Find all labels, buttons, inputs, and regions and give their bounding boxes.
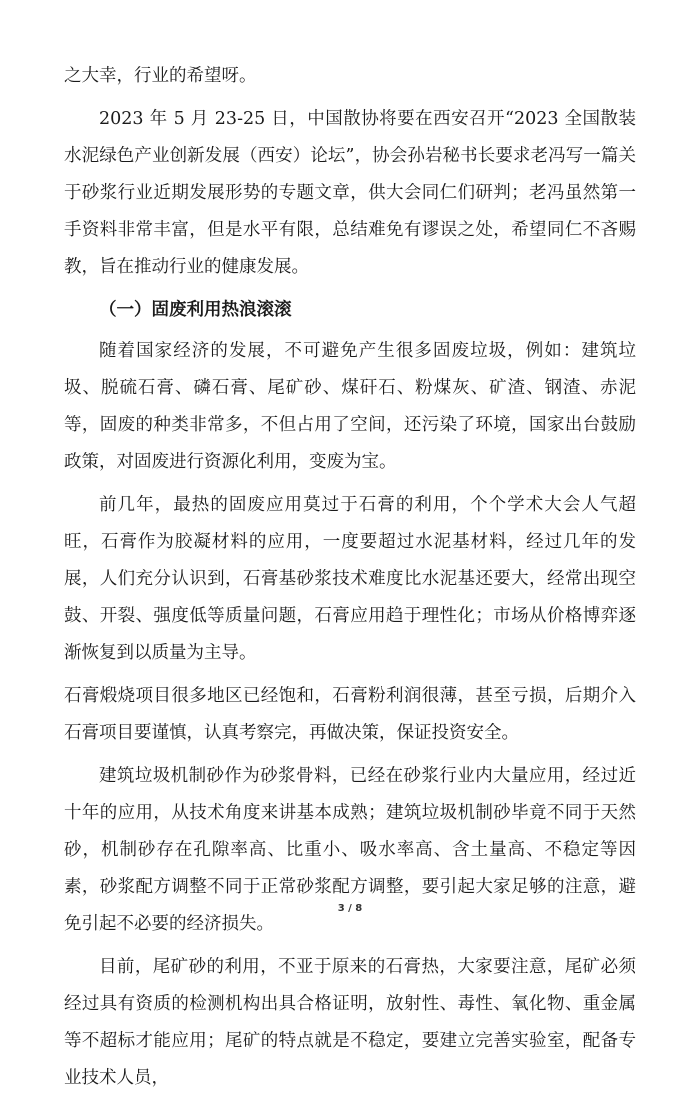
paragraph-gypsum: 前几年，最热的固废应用莫过于石膏的利用，个个学术大会人气超旺，石膏作为胶凝材料的应用，一度要超过水泥基材料，经过几年的发展，人们充分认识到，石膏基砂浆技术难度比水泥基还要大，经常出现空鼓、开裂、强度低等质量问题，石膏应用趋于理性化；市场从价格博弈逐渐恢复到以质量为主导。 bbox=[64, 495, 636, 663]
paragraph-forum-intro: 2023 年 5 月 23-25 日，中国散协将要在西安召开“2023 全国散装水泥绿色产业创新发展（西安）论坛”，协会孙岩秘书长要求老冯写一篇关于砂浆行业近期发展形势的专题文章，供大会同仁们研判；老冯虽然第一手资料非常丰富，但是水平有限，总结难免有谬误之处，希望同仁不吝赐教，旨在推动行业的健康发展。 bbox=[64, 109, 636, 277]
paragraph-construction-waste-sand: 建筑垃圾机制砂作为砂浆骨料，已经在砂浆行业内大量应用，经过近十年的应用，从技术角度来讲基本成熟；建筑垃圾机制砂毕竟不同于天然砂，机制砂存在孔隙率高、比重小、吸水率高、含土量高、不稳定等因素，砂浆配方调整不同于正常砂浆配方调整，要引起大家足够的注意，避免引起不必要的经济损失。 bbox=[64, 766, 636, 934]
page-number: 3 / 8 bbox=[337, 903, 363, 914]
document-body bbox=[64, 58, 636, 1103]
paragraph-continuation: 之大幸，行业的希望呀。 bbox=[64, 66, 257, 86]
paragraph-tailings-sand: 目前，尾矿砂的利用，不亚于原来的石膏热，大家要注意，尾矿必须经过具有资质的检测机构出具合格证明，放射性、毒性、氧化物、重金属等不超标才能应用；尾矿的特点就是不稳定，要建立完善实验室，配备专业技术人员， bbox=[64, 957, 636, 1088]
section-heading: （一）固废利用热浪滚滚 bbox=[99, 300, 292, 320]
paragraph-gypsum-calcination: 石膏煅烧项目很多地区已经饱和，石膏粉利润很薄，甚至亏损，后期介入石膏项目要谨慎，认真考察完，再做决策，保证投资安全。 bbox=[64, 686, 636, 743]
paragraph-solid-waste: 随着国家经济的发展，不可避免产生很多固废垃圾，例如：建筑垃圾、脱硫石膏、磷石膏、尾矿砂、煤矸石、粉煤灰、矿渣、钢渣、赤泥等，固废的种类非常多，不但占用了空间，还污染了环境，国家出台鼓励政策，对固废进行资源化利用，变废为宝。 bbox=[64, 341, 636, 472]
